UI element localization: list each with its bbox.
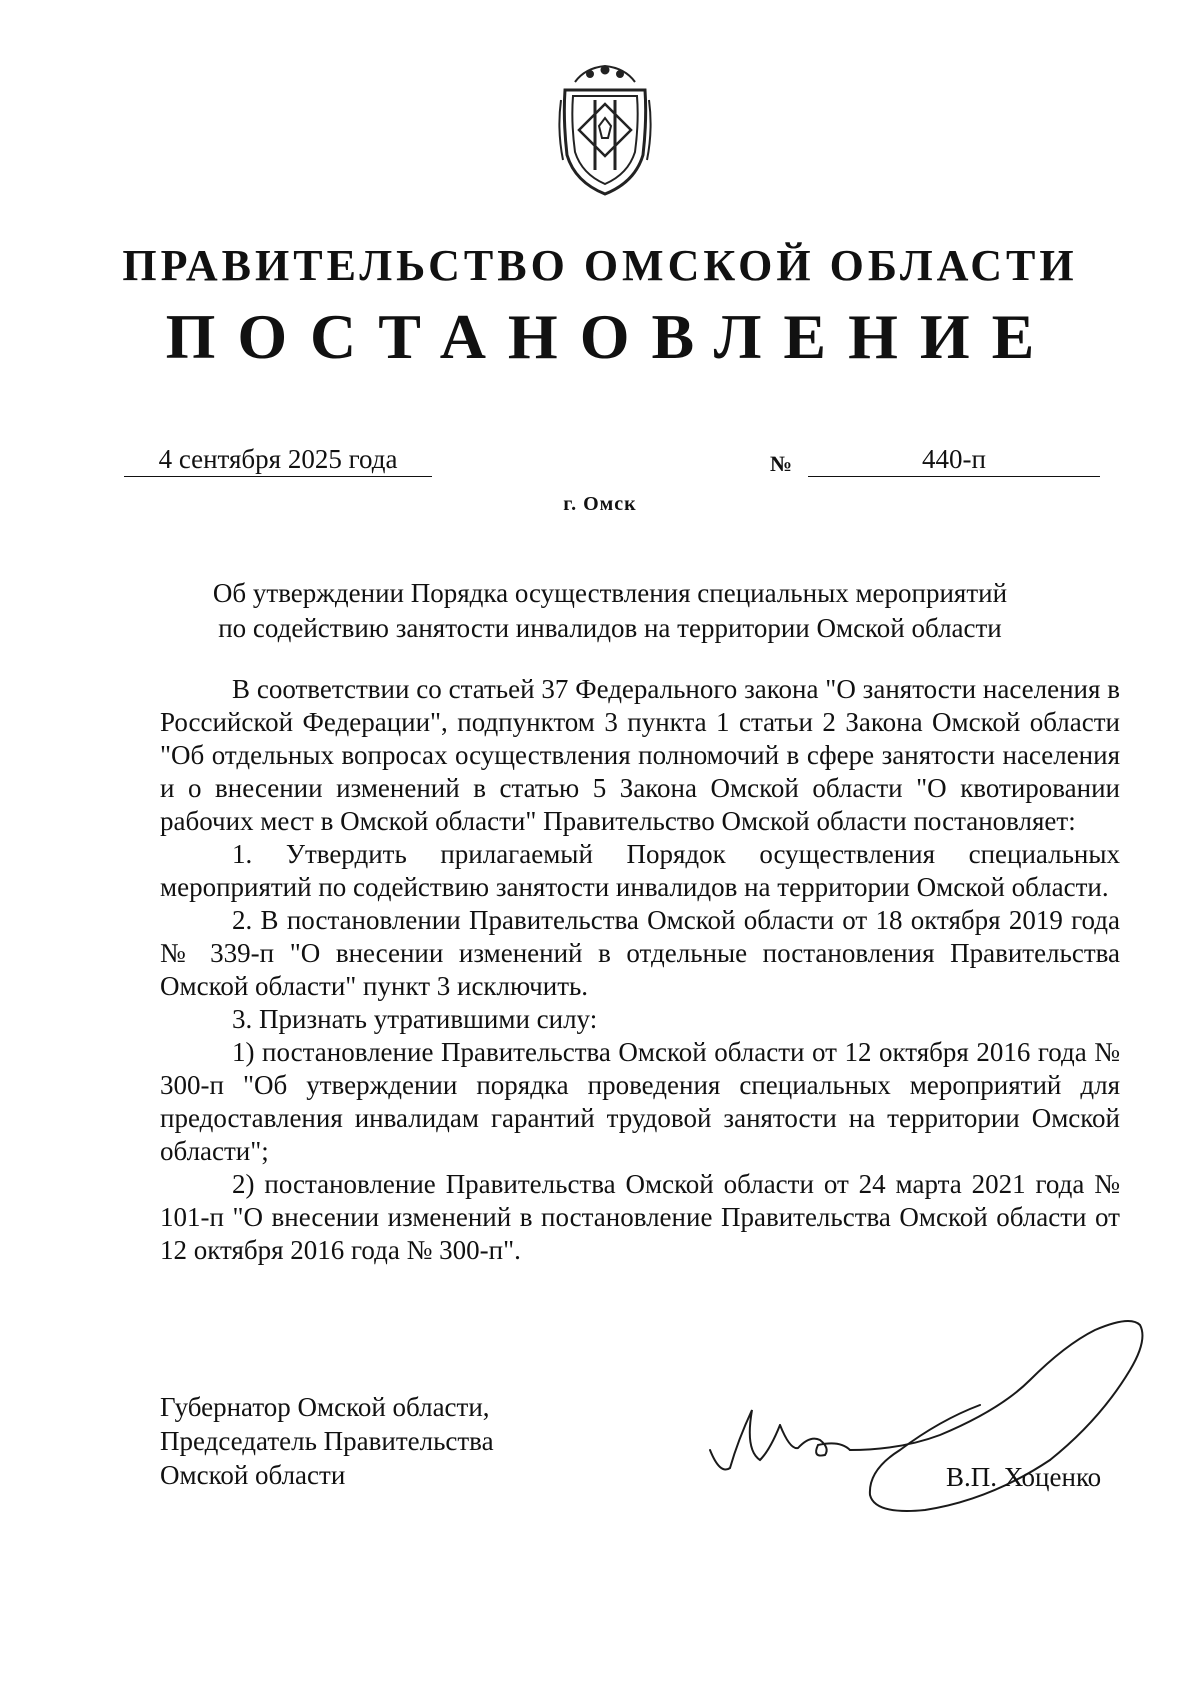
organization-title: ПРАВИТЕЛЬСТВО ОМСКОЙ ОБЛАСТИ [122,241,1078,290]
signer-position-line: Председатель Правительства [160,1426,494,1456]
document-city: г. Омск [563,493,637,515]
document-body [160,673,1120,1267]
signer-position [160,1390,494,1492]
preamble-paragraph: В соответствии со статьей 37 Федерального закона "О занятости населения в Российской Федерации", подпунктом 3 пункта 1 статьи 2 Закона Омской области "Об отдельных вопросах осуществления полномочий в сфере занятости населения и о внесении изменений в статью 5 Закона Омской области "О квотировании рабочих мест в Омской области" Правительство Омской области постановляет: [160,674,1120,836]
item-paragraph: 3. Признать утратившими силу: [232,1004,598,1034]
document-number: 440-п [808,444,1100,477]
signer-position-line: Омской области [160,1460,346,1490]
subitem-paragraph: 2) постановление Правительства Омской области от 24 марта 2021 года № 101-п "О внесении изменений в постановление Правительства Омской области от 12 октября 2016 года № 300-п". [160,1169,1120,1265]
document-type-heading: ПОСТАНОВЛЕНИЕ [165,301,1057,372]
number-sign: № [770,451,793,476]
subject-line: Об утверждении Порядка осуществления специальных мероприятий [212,578,1008,608]
item-paragraph: 2. В постановлении Правительства Омской области от 18 октября 2019 года № 339-п "О внесении изменений в отдельные постановления Правительства Омской области" пункт 3 исключить. [160,905,1120,1001]
signer-position-line: Губернатор Омской области, [160,1392,490,1422]
subject-line: по содействию занятости инвалидов на территории Омской области [218,613,1002,643]
coat-of-arms-emblem [555,60,655,200]
document-subject [160,576,1060,646]
signer-name: В.П. Хоценко [946,1462,1102,1492]
item-paragraph: 1. Утвердить прилагаемый Порядок осуществления специальных мероприятий по содействию занятости инвалидов на территории Омской области. [160,839,1120,902]
document-date: 4 сентября 2025 года [124,444,432,477]
subitem-paragraph: 1) постановление Правительства Омской области от 12 октября 2016 года № 300-п "Об утверждении порядка проведения специальных мероприятий для предоставления инвалидам гарантий трудовой занятости на территории Омской области"; [160,1037,1120,1166]
